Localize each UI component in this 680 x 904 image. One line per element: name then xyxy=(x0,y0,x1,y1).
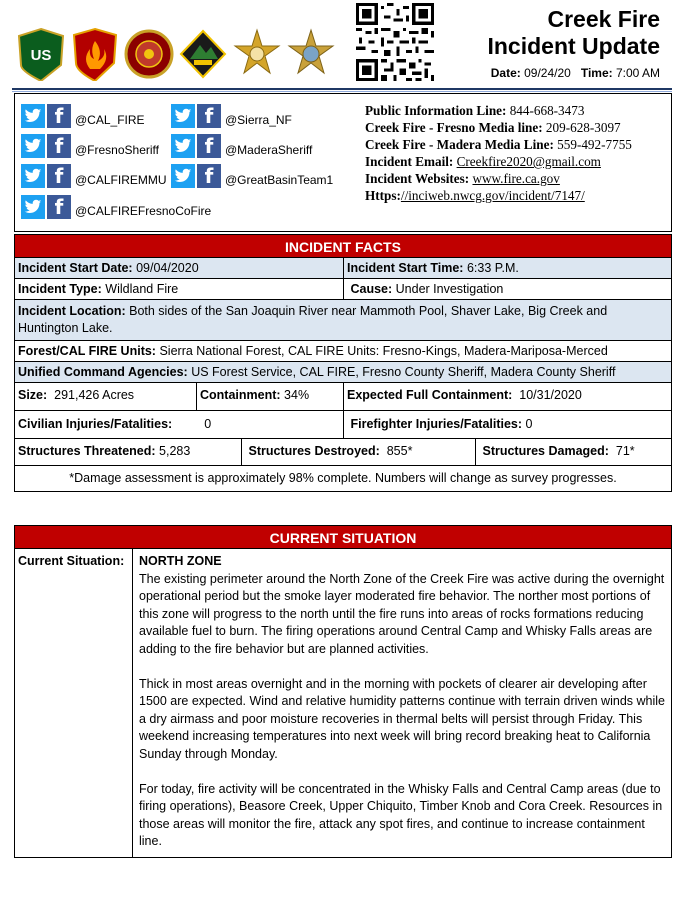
facts-row xyxy=(14,383,672,411)
facts-row xyxy=(14,300,672,341)
contact-box xyxy=(14,93,672,232)
social-item[interactable] xyxy=(21,189,211,219)
units-cell xyxy=(15,341,671,361)
social-item[interactable] xyxy=(21,158,167,188)
facebook-icon[interactable]: f xyxy=(197,164,221,188)
cal-fire-logo xyxy=(70,27,120,81)
start-time-cell xyxy=(343,258,671,278)
agencies-label: Unified Command Agencies: xyxy=(18,365,188,379)
https-label: Https: xyxy=(365,188,401,203)
expected-label: Expected Full Containment: xyxy=(347,388,513,402)
cause-value: Under Investigation xyxy=(395,282,504,296)
type-value: Wildland Fire xyxy=(105,282,179,296)
situation-row xyxy=(14,549,672,858)
units-label: Forest/CAL FIRE Units: xyxy=(18,344,156,358)
incident-type-cell xyxy=(15,279,343,299)
start-time-value: 6:33 P.M. xyxy=(466,261,519,275)
social-handle[interactable]: @FresnoSheriff xyxy=(75,143,159,157)
social-item[interactable] xyxy=(21,128,159,158)
facts-row xyxy=(14,341,672,362)
social-item[interactable] xyxy=(171,158,333,188)
pil-value: 844-668-3473 xyxy=(509,103,585,118)
time-value: 7:00 AM xyxy=(615,66,660,80)
size-value: 291,426 Acres xyxy=(54,388,135,402)
us-forest-service-logo xyxy=(16,27,66,81)
fresno-sheriff-star xyxy=(232,27,282,81)
title-line-1: Creek Fire xyxy=(547,6,660,32)
facebook-icon[interactable]: f xyxy=(197,134,221,158)
location-value: Both sides of the San Joaquin River near Mammoth Pool, Shaver Lake, Big Creek and Huntington Lake. xyxy=(18,304,608,335)
pil-label: Public Information Line: xyxy=(365,103,507,118)
destroyed-label: Structures Destroyed: xyxy=(248,444,380,458)
facebook-icon[interactable]: f xyxy=(47,195,71,219)
damaged-cell xyxy=(475,439,671,465)
social-handle[interactable]: @GreatBasinTeam1 xyxy=(225,173,334,187)
madera-value: 559-492-7755 xyxy=(557,137,632,152)
twitter-icon[interactable] xyxy=(21,195,45,219)
facebook-icon[interactable]: f xyxy=(47,104,71,128)
social-handle[interactable]: @CALFIREMMU xyxy=(75,173,167,187)
date-time-line xyxy=(448,66,660,80)
inciweb-link[interactable]: //inciweb.nwcg.gov/incident/7147/ xyxy=(400,188,585,203)
website-link[interactable]: www.fire.ca.gov xyxy=(472,171,560,186)
start-date-cell xyxy=(15,258,343,278)
social-handle[interactable]: @CALFIREFresnoCoFire xyxy=(75,204,212,218)
zone-heading: NORTH ZONE xyxy=(139,554,222,568)
twitter-icon[interactable] xyxy=(171,134,195,158)
facebook-icon[interactable]: f xyxy=(47,134,71,158)
situation-text xyxy=(133,549,671,857)
title-line-2: Incident Update xyxy=(487,33,660,59)
twitter-icon[interactable] xyxy=(21,134,45,158)
expected-value: 10/31/2020 xyxy=(519,388,582,402)
threatened-label: Structures Threatened: xyxy=(18,444,156,458)
location-label: Incident Location: xyxy=(18,304,126,318)
civilian-value: 0 xyxy=(204,417,212,431)
twitter-icon[interactable] xyxy=(21,104,45,128)
incident-facts-table xyxy=(14,234,672,492)
great-basin-team-logo xyxy=(178,27,228,81)
containment-label: Containment: xyxy=(200,388,281,402)
size-label: Size: xyxy=(18,388,48,402)
agency-logos xyxy=(16,24,336,84)
contact-info xyxy=(365,102,632,204)
cause-label: Cause: xyxy=(350,282,393,296)
social-handle[interactable]: @CAL_FIRE xyxy=(75,113,145,127)
units-value: Sierra National Forest, CAL FIRE Units: Fresno-Kings, Madera-Mariposa-Merced xyxy=(159,344,608,358)
social-handle[interactable]: @MaderaSheriff xyxy=(225,143,313,157)
incident-facts-banner: INCIDENT FACTS xyxy=(14,234,672,258)
svg-text:US: US xyxy=(30,47,52,64)
containment-value: 34% xyxy=(284,388,310,402)
madera-county-seal xyxy=(124,27,174,81)
facts-row xyxy=(14,258,672,279)
date-value: 09/24/20 xyxy=(524,66,571,80)
madera-sheriff-star xyxy=(286,27,336,81)
damaged-value: 71* xyxy=(615,444,635,458)
twitter-icon[interactable] xyxy=(21,164,45,188)
time-label: Time: xyxy=(580,66,613,80)
fresno-label: Creek Fire - Fresno Media line: xyxy=(365,120,543,135)
email-link[interactable]: Creekfire2020@gmail.com xyxy=(456,154,601,169)
situation-label: Current Situation: xyxy=(15,549,133,857)
madera-label: Creek Fire - Madera Media Line: xyxy=(365,137,554,152)
inciweb-line xyxy=(365,187,632,204)
incident-email xyxy=(365,153,632,170)
threatened-cell xyxy=(15,439,241,465)
situation-paragraph: Thick in most areas overnight and in the morning with pockets of clearer air developing after 1500 are expected. Wind and relative humidity patterns continue with terrain driven winds while a dry airmass and poor moisture recoveries in thermal belts will persist through Friday. This weekend increasing temperatures into next week will bring record breaking heat to California Sunday through Monday. xyxy=(139,676,665,761)
incident-websites xyxy=(365,170,632,187)
websites-label: Incident Websites: xyxy=(365,171,470,186)
title-block xyxy=(448,0,670,86)
destroyed-cell xyxy=(241,439,475,465)
firefighter-cell xyxy=(343,411,671,438)
destroyed-value: 855* xyxy=(386,444,413,458)
damaged-label: Structures Damaged: xyxy=(482,444,609,458)
social-handle[interactable]: @Sierra_NF xyxy=(225,113,292,127)
facts-row xyxy=(14,411,672,439)
containment-cell xyxy=(196,383,343,410)
ff-value: 0 xyxy=(525,417,533,431)
social-item[interactable] xyxy=(171,128,312,158)
fresno-value: 209-628-3097 xyxy=(545,120,621,135)
cause-cell xyxy=(343,279,671,299)
social-item[interactable] xyxy=(21,98,145,128)
fresno-media-line xyxy=(365,119,632,136)
qr-code[interactable] xyxy=(354,3,436,81)
facts-row xyxy=(14,466,672,492)
facts-row xyxy=(14,439,672,466)
threatened-value: 5,283 xyxy=(159,444,191,458)
location-cell xyxy=(15,300,671,340)
type-label: Incident Type: xyxy=(18,282,102,296)
twitter-icon[interactable] xyxy=(171,164,195,188)
damage-note: *Damage assessment is approximately 98% complete. Numbers will change as survey progresses. xyxy=(69,471,617,485)
facts-row xyxy=(14,362,672,383)
civilian-label: Civilian Injuries/Fatalities: xyxy=(18,417,173,431)
current-situation-banner: CURRENT SITUATION xyxy=(14,525,672,549)
public-info-line xyxy=(365,102,632,119)
twitter-icon[interactable] xyxy=(171,104,195,128)
current-situation-table xyxy=(14,525,672,858)
facebook-icon[interactable]: f xyxy=(197,104,221,128)
header-divider-accent xyxy=(12,91,672,92)
social-item[interactable] xyxy=(171,98,292,128)
agencies-value: US Forest Service, CAL FIRE, Fresno County Sheriff, Madera County Sheriff xyxy=(191,365,616,379)
facts-row xyxy=(14,279,672,300)
start-time-label: Incident Start Time: xyxy=(347,261,464,275)
civilian-cell xyxy=(15,411,343,438)
situation-paragraph: The existing perimeter around the North Zone of the Creek Fire was active during the overnight operational period but the smoke layer moderated fire behavior. The norther most portions of this zone will progress to the north until the fire runs into areas of rocks formations reducing available fuel to burn. The firing operations around Central Camp and Whisky Falls areas are adding to the fire behavior but are planned activities. xyxy=(139,571,665,656)
email-label: Incident Email: xyxy=(365,154,454,169)
situation-paragraph: For today, fire activity will be concentrated in the Whisky Falls and Central Camp areas (due to firing operations), Beasore Creek, Upper Chiquito, Timber Knob and Cora Creek. Resources in those areas will monitor the fire, attack any spot fires, and continue to increase containment line. xyxy=(139,781,663,849)
start-date-label: Incident Start Date: xyxy=(18,261,133,275)
agencies-cell xyxy=(15,362,671,382)
madera-media-line xyxy=(365,136,632,153)
date-label: Date: xyxy=(490,66,521,80)
size-cell xyxy=(15,383,196,410)
facebook-icon[interactable]: f xyxy=(47,164,71,188)
start-date-value: 09/04/2020 xyxy=(136,261,199,275)
expected-containment-cell xyxy=(343,383,671,410)
ff-label: Firefighter Injuries/Fatalities: xyxy=(350,417,523,431)
header-divider xyxy=(12,88,672,90)
